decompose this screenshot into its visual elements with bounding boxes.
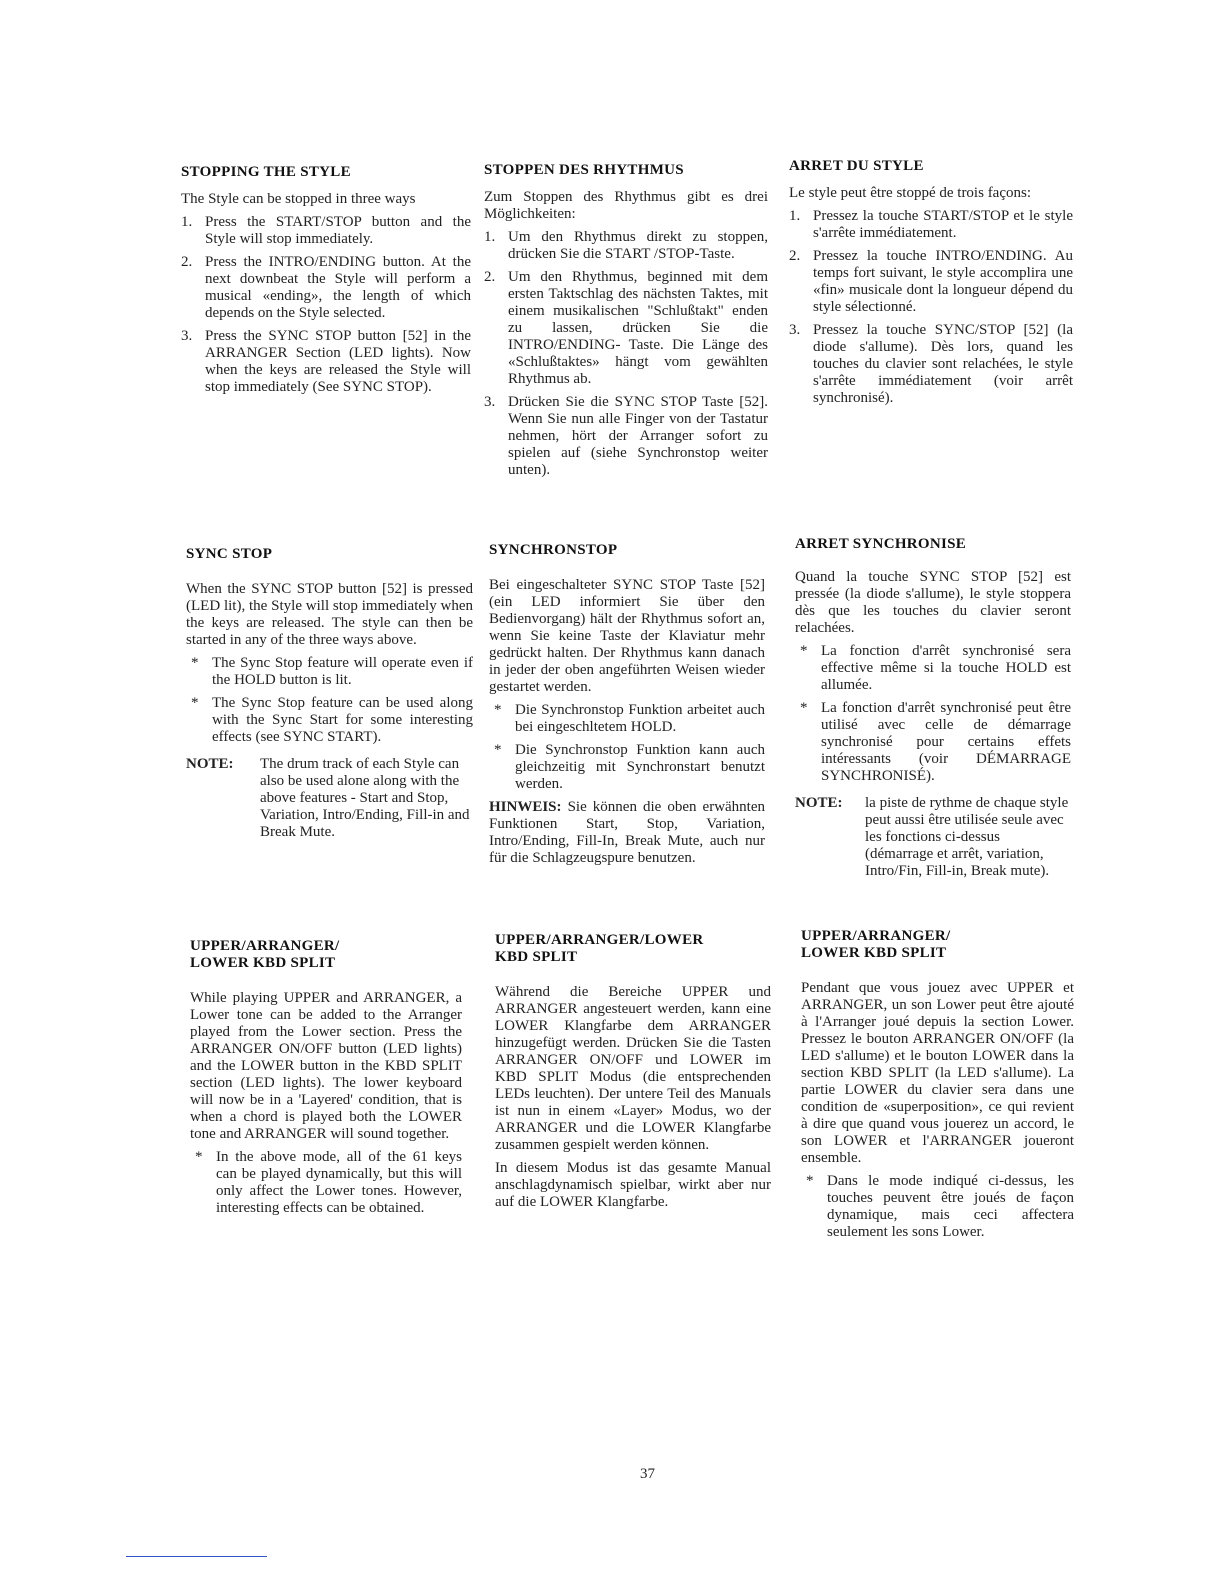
- list-item: 2. Pressez la touche INTRO/ENDING. Au temps fort suivant, le style accomplira une «fin» musicale dont la longueur dépend du style sélectionné.: [789, 248, 1073, 315]
- list-item: * In the above mode, all of the 61 keys can be played dynamically, but this will only affect the Lower tones. However, interesting effects can be obtained.: [195, 1149, 462, 1216]
- intro-text: The Style can be stopped in three ways: [181, 191, 416, 207]
- section-heading: ARRET SYNCHRONISE: [795, 536, 967, 552]
- list-item: 3. Drücken Sie die SYNC STOP Taste [52]. Wenn Sie nun alle Finger von der Tastatur nehmen, hört der Arranger sofort zu spielen auf (siehe Synchronstop weiter unten).: [484, 394, 768, 478]
- list-item: * The Sync Stop feature can be used along with the Sync Start for some interesting effects (see SYNC START).: [191, 695, 473, 745]
- section-heading: SYNC STOP: [186, 546, 273, 562]
- hinweis-label: HINWEIS:: [489, 799, 562, 815]
- section-heading: ARRET DU STYLE: [789, 158, 924, 174]
- intro-text: Bei eingeschalteter SYNC STOP Taste [52] (ein LED informiert Sie über den Bedienvorgang) hält der Rhythmus sofort an, wenn Sie keine Taste der Klaviatur mehr gedrückt halten. Der Rhythmus kann danach in jeder der oben angeführten Weisen wieder gestartet werden.: [489, 577, 765, 695]
- hinweis-text: Sie können die oben erwähnten Funktionen Start, Stop, Variation, Intro/Ending, Fill-In, Break Mute, auch nur für die Schlagzeugspure benutzen.: [489, 799, 766, 866]
- note-text: The drum track of each Style can also be used alone along with the above features - Start and Stop, Variation, Intro/Ending, Fill-in and Break Mute.: [260, 756, 470, 840]
- note: [186, 756, 473, 841]
- section-heading: UPPER/ARRANGER/ LOWER KBD SPLIT: [801, 928, 951, 961]
- intro-text: When the SYNC STOP button [52] is pressed (LED lit), the Style will stop immediately when the keys are released. The style can then be started in any of the three ways above.: [186, 581, 473, 648]
- list-item: * The Sync Stop feature will operate even if the HOLD button is lit.: [191, 655, 473, 688]
- split-fr: [801, 928, 1074, 1247]
- intro-text: Pendant que vous jouez avec UPPER et ARRANGER, un son Lower peut être ajouté à l'Arranger joué depuis la section Lower. Pressez le bouton ARRANGER ON/OFF (la LED s'allume) et le bouton LOWER dans la section KBD SPLIT (la LED s'allume). La partie LOWER du clavier sera dans une condition de «superposition», ce qui revient à dire que quand vous jouerez un accord, le son LOWER et l'ARRANGER joueront ensemble.: [801, 980, 1074, 1166]
- list-item: * La fonction d'arrêt synchronisé peut être utilisé avec celle de démarrage synchronisé pour certains effets intéressants (voir DÉMARRAGE SYNCHRONISÉ).: [800, 700, 1071, 784]
- list-item: 1. Press the START/STOP button and the Style will stop immediately.: [181, 214, 471, 247]
- list-item: 3. Pressez la touche SYNC/STOP [52] (la diode s'allume). Dès lors, quand les touches du clavier sont relachées, le style s'arrête immédiatement (voir arrêt synchronisé).: [789, 322, 1073, 406]
- list-item: 1. Pressez la touche START/STOP et le style s'arrête immédiatement.: [789, 208, 1073, 241]
- body-text: In diesem Modus ist das gesamte Manual anschlagdynamisch spielbar, wirkt aber nur auf die LOWER Klangfarbe.: [495, 1160, 771, 1210]
- list-item: * Die Synchronstop Funktion kann auch gleichzeitig mit Synchronstart benutzt werden.: [494, 742, 765, 792]
- hinweis: [489, 799, 765, 867]
- numbered-list: [484, 229, 768, 479]
- split-en: [190, 938, 462, 1223]
- footnote-separator: [126, 1556, 267, 1557]
- bullet-list: [190, 1149, 462, 1217]
- list-item: * Die Synchronstop Funktion arbeitet auch bei eingeschltetem HOLD.: [494, 702, 765, 735]
- stopping-de: [484, 162, 768, 485]
- note-label: NOTE:: [186, 756, 234, 772]
- split-de: [495, 932, 771, 1217]
- section-heading: UPPER/ARRANGER/LOWER KBD SPLIT: [495, 932, 704, 965]
- note-label: NOTE:: [795, 795, 843, 811]
- section-heading: STOPPEN DES RHYTHMUS: [484, 162, 684, 178]
- list-item: 2. Um den Rhythmus, beginned mit dem ersten Taktschlag des nächsten Taktes, mit einem musikalischen "Schlußtakt" enden zu lassen, drücken Sie die INTRO/ENDING- Taste. Die Länge des «Schlußtaktes» hängt vom gewählten Rhythmus ab.: [484, 269, 768, 387]
- bullet-list: [186, 655, 473, 746]
- list-item: * Dans le mode indiqué ci-dessus, les touches peuvent être joués de façon dynamique, mais ceci affectera seulement les sons Lower.: [806, 1173, 1074, 1240]
- intro-text: While playing UPPER and ARRANGER, a Lower tone can be added to the Arranger played from the Lower section. Press the ARRANGER ON/OFF button (LED lights) and the LOWER button in the KBD SPLIT section (LED lights). The lower keyboard will now be in a 'Layered' condition, that is when a chord is played both the LOWER tone and ARRANGER will sound together.: [190, 990, 462, 1142]
- intro-text: Während die Bereiche UPPER und ARRANGER angesteuert werden, kann eine LOWER Klangfarbe dem ARRANGER hinzugefügt werden. Drücken Sie die Tasten ARRANGER ON/OFF und LOWER im KBD SPLIT Modus (die entsprechenden LEDs leuchten). Der untere Teil des Manuals ist nun in einem «Layer» Modus, wo der ARRANGER und die LOWER Klangfarbe zusammen gespielt werden können.: [495, 984, 771, 1153]
- sync-fr: [795, 536, 1071, 880]
- sync-de: [489, 542, 765, 873]
- list-item: * La fonction d'arrêt synchronisé sera effective même si la touche HOLD est allumée.: [800, 643, 1071, 693]
- stopping-en: [181, 164, 471, 402]
- note-text: la piste de rythme de chaque style peut aussi être utilisée seule avec les fonctions ci-dessus (démarrage et arrêt, variation, Intro/Fin, Fill-in, Break mute).: [865, 795, 1069, 879]
- list-item: 3. Press the SYNC STOP button [52] in the ARRANGER Section (LED lights). Now when the keys are released the Style will stop immediately (See SYNC STOP).: [181, 328, 471, 395]
- note: [795, 795, 1071, 880]
- list-item: 1. Um den Rhythmus direkt zu stoppen, drücken Sie die START /STOP-Taste.: [484, 229, 768, 262]
- section-heading: STOPPING THE STYLE: [181, 164, 351, 180]
- section-heading: UPPER/ARRANGER/ LOWER KBD SPLIT: [190, 938, 340, 971]
- stopping-fr: [789, 158, 1073, 413]
- intro-text: Quand la touche SYNC STOP [52] est pressée (la diode s'allume), le style stoppera dès que les touches du clavier seront relachées.: [795, 569, 1071, 636]
- bullet-list: [801, 1173, 1074, 1241]
- section-heading: SYNCHRONSTOP: [489, 542, 618, 558]
- bullet-list: [795, 643, 1071, 785]
- list-item: 2. Press the INTRO/ENDING button. At the next downbeat the Style will perform a musical «ending», the length of which depends on the Style selected.: [181, 254, 471, 321]
- page-number: 37: [640, 1466, 655, 1482]
- intro-text: Le style peut être stoppé de trois façons:: [789, 185, 1032, 201]
- numbered-list: [181, 214, 471, 396]
- numbered-list: [789, 208, 1073, 407]
- intro-text: Zum Stoppen des Rhythmus gibt es drei Möglichkeiten:: [484, 189, 768, 222]
- sync-en: [186, 546, 473, 841]
- bullet-list: [489, 702, 765, 793]
